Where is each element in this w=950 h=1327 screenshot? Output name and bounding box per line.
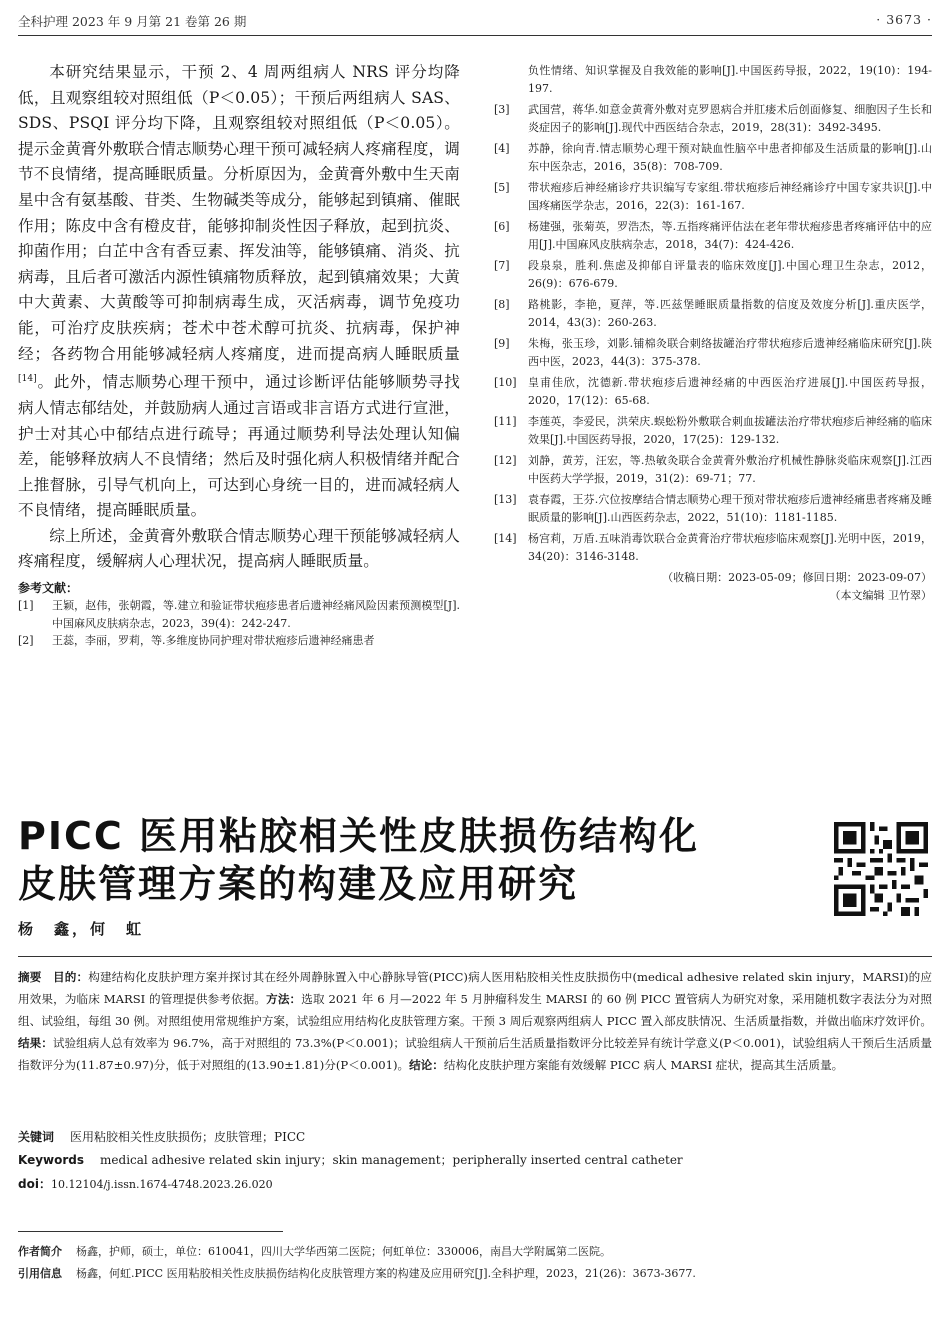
reference-number: [5] — [494, 181, 510, 194]
conclusion-label: 结论： — [409, 1058, 444, 1072]
right-column — [494, 62, 932, 605]
reference-item — [494, 530, 932, 565]
keywords-en-text: medical adhesive related skin injury；skin management；peripherally inserted central catheter — [100, 1153, 683, 1167]
reference-text: 朱梅，张玉珍，刘影.铺棉灸联合刺络拔罐治疗带状疱疹后遗神经痛临床研究[J].陕西中医，2023，44(3)：375-378. — [528, 337, 932, 368]
qr-code-icon[interactable] — [834, 822, 928, 916]
reference-item — [494, 452, 932, 487]
abstract-conclusion: 结构化皮肤护理方案能有效缓解 PICC 病人 MARSI 症状，提高其生活质量。 — [443, 1058, 844, 1072]
citation-info-text: 杨鑫，何虹.PICC 医用粘胶相关性皮肤损伤结构化皮肤管理方案的构建及应用研究[J].全科护理，2023，21(26)：3673-3677. — [76, 1267, 696, 1280]
reference-item — [494, 374, 932, 409]
reference-number: [3] — [494, 103, 510, 116]
article-authors: 杨 鑫，何 虹 — [18, 920, 145, 938]
reference-number: [11] — [494, 415, 517, 428]
abstract-method: 选取 2021 年 6 月—2022 年 5 月肿瘤科发生 MARSI 的 60 例 PICC 置管病人为研究对象，采用随机数字表法分为对照组、试验组，每组 30 例。对照组使用常规维护方案，试验组应用结构化皮肤管理方案。干预 3 周后观察两组病人 PICC 置入部皮肤情况、生活质量指数，并做出临床疗效评价。 — [18, 992, 932, 1028]
citation-marker[interactable]: [14] — [18, 374, 37, 385]
reference-text: 杨建强，张菊英，罗浩杰，等.五指疼痛评估法在老年带状疱疹患者疼痛评估中的应用[J].中国麻风皮肤病杂志，2018，34(7)：424-426. — [528, 220, 932, 251]
reference-item — [494, 296, 932, 331]
doi-link[interactable]: 10.12104/j.issn.1674-4748.2023.26.020 — [50, 1178, 273, 1191]
reference-number: [2] — [18, 634, 34, 648]
body-paragraph-1 — [18, 60, 460, 524]
reference-item — [494, 491, 932, 526]
page-number: · 3673 · — [876, 12, 932, 27]
reference-number: [12] — [494, 454, 517, 467]
author-bio-label: 作者简介 — [18, 1245, 62, 1258]
keywords-en — [18, 1150, 683, 1170]
reference-number: [14] — [494, 532, 517, 545]
doi-label: doi： — [18, 1177, 51, 1191]
reference-text: 刘静，黄芳，汪宏，等.热敏灸联合金黄膏外敷治疗机械性静脉炎临床观察[J].江西中医药大学学报，2019，31(2)：69-71；77. — [528, 454, 932, 485]
reference-number: [8] — [494, 298, 510, 311]
reference-number: [10] — [494, 376, 517, 389]
reference-text: 武国营，蒋华.如意金黄膏外敷对克罗恩病合并肛瘘术后创面修复、细胞因子生长和炎症因子的影响[J].现代中西医结合杂志，2019，28(31)：3492-3495. — [528, 103, 932, 134]
reference-number: [7] — [494, 259, 510, 272]
reference-text: 皇甫佳欣，沈德新.带状疱疹后遗神经痛的中西医治疗进展[J].中国医药导报，2020，17(12)：65-68. — [528, 376, 932, 407]
keywords-cn-text: 医用粘胶相关性皮肤损伤；皮肤管理；PICC — [70, 1130, 306, 1144]
article-title-line-2: 皮肤管理方案的构建及应用研究 — [18, 862, 579, 906]
keywords-cn — [18, 1127, 305, 1147]
abstract-result: 试验组病人总有效率为 96.7%，高于对照组的 73.3%(P＜0.001)；试验组病人干预前后生活质量指数评分比较差异有统计学意义(P＜0.001)，试验组病人干预后生活质量指数评分为(11.87±0.97)分，低于对照组的(13.90±1.81)分(P＜0.001)。 — [18, 1036, 932, 1072]
abstract-objective: 构建结构化皮肤护理方案并探讨其在经外周静脉置入中心静脉导管(PICC)病人医用粘胶相关性皮肤损伤中(medical adhesive related skin injury，MARSI)的应用效果，为临床 MARSI 的管理提供参考依据。 — [18, 970, 932, 1006]
reference-number: [13] — [494, 493, 517, 506]
reference-item — [494, 140, 932, 175]
abstract-rule — [18, 956, 932, 957]
result-label: 结果： — [18, 1036, 53, 1050]
left-column — [18, 60, 460, 650]
journal-issue: 全科护理 2023 年 9 月第 21 卷第 26 期 — [18, 14, 247, 29]
keywords-cn-label: 关键词 — [18, 1130, 55, 1144]
reference-continuation: 负性情绪、知识掌握及自我效能的影响[J].中国医药导报，2022，19(10)：194-197. — [528, 64, 932, 95]
body-paragraph-2: 综上所述，金黄膏外敷联合情志顺势心理干预能够减轻病人疼痛程度，缓解病人心理状况，提高病人睡眠质量。 — [18, 526, 460, 571]
abstract — [18, 966, 932, 1076]
reference-text: 苏静，徐向青.情志顺势心理干预对缺血性脑卒中患者抑郁及生活质量的影响[J].山东中医杂志，2016，35(8)：708-709. — [528, 142, 932, 173]
reference-text: 袁春霞，王芬.穴位按摩结合情志顺势心理干预对带状疱疹后遗神经痛患者疼痛及睡眠质量的影响[J].山西医药杂志，2022，51(10)：1181-1185. — [528, 493, 932, 524]
reference-item — [494, 335, 932, 370]
reference-item — [494, 101, 932, 136]
reference-text: 王蕊，李丽，罗莉，等.多维度协同护理对带状疱疹后遗神经痛患者 — [52, 634, 375, 648]
references-title: 参考文献： — [18, 581, 79, 596]
running-header — [18, 12, 932, 34]
reference-item — [18, 597, 460, 632]
reference-text: 段泉泉，胜利.焦虑及抑郁自评量表的临床效度[J].中国心理卫生杂志，2012，26(9)：676-679. — [528, 259, 932, 290]
keywords-en-label: Keywords — [18, 1153, 85, 1167]
reference-text: 王颖，赵伟，张朝霞，等.建立和验证带状疱疹患者后遗神经痛风险因素预测模型[J].中国麻风皮肤病杂志，2023，39(4)：242-247. — [52, 599, 460, 630]
paragraph-text: 。此外，情志顺势心理干预中，通过诊断评估能够顺势寻找病人情志郁结处，并鼓励病人通过言语或非言语方式进行宣泄，护士对其心中郁结点进行疏导；再通过顺势利导法处理认知偏差，能够释放病人不良情绪；然后及时强化病人积极情绪并配合上推督脉，引导气机向上，可达到心身统一目的，进而减轻病人不良情绪，提高睡眠质量。 — [18, 373, 460, 520]
reference-number: [6] — [494, 220, 510, 233]
doi-line — [18, 1174, 273, 1195]
reference-number: [1] — [18, 599, 34, 613]
article-title — [18, 812, 778, 908]
citation-info-label: 引用信息 — [18, 1267, 62, 1280]
reference-item — [18, 632, 460, 650]
reference-item — [494, 257, 932, 292]
reference-number: [9] — [494, 337, 510, 350]
article-title-line-1: PICC 医用粘胶相关性皮肤损伤结构化 — [18, 814, 699, 858]
citation-info — [18, 1265, 696, 1283]
abstract-label: 摘要 — [18, 970, 42, 984]
reference-item — [494, 179, 932, 214]
reference-item — [494, 218, 932, 253]
reference-text: 带状疱疹后神经痛诊疗共识编写专家组.带状疱疹后神经痛诊疗中国专家共识[J].中国疼痛医学杂志，2016，22(3)：161-167. — [528, 181, 932, 212]
reference-text: 李莲英，李爱民，洪荣庆.蜈蚣粉外敷联合刺血拔罐法治疗带状疱疹后神经痛的临床效果[J].中国医药导报，2020，17(25)：129-132. — [528, 415, 932, 446]
method-label: 方法： — [266, 992, 302, 1006]
author-bio — [18, 1243, 611, 1261]
reference-item — [494, 413, 932, 448]
objective-label: 目的： — [53, 970, 89, 984]
received-revised-dates: （收稿日期：2023-05-09；修回日期：2023-09-07） — [662, 571, 932, 584]
author-bio-text: 杨鑫，护师，硕士，单位：610041，四川大学华西第二医院；何虹单位：330006，南昌大学附属第二医院。 — [76, 1245, 611, 1258]
reference-number: [4] — [494, 142, 510, 155]
header-rule — [18, 35, 932, 36]
paragraph-text: 本研究结果显示，干预 2、4 周两组病人 NRS 评分均降低，且观察组较对照组低（P＜0.05）；干预后两组病人 SAS、SDS、PSQI 评分均下降，且观察组较对照组低（P＜0.05）。提示金黄膏外敷联合情志顺势心理干预可减轻病人疼痛程度，调节不良情绪，提高睡眠质量。分析原因为，金黄膏外敷中生天南星中含有氨基酸、苷类、生物碱类等成分，能够起到镇痛、催眠作用；陈皮中含有橙皮苷，能够抑制炎性因子释放，起到抗炎、抑菌作用；白芷中含有香豆素、挥发油等，能够镇痛、消炎、抗病毒，且后者可激活内源性镇痛物质释放，起到镇痛效果；大黄中大黄素、大黄酸等可抑制病毒生成，灭活病毒，调节免疫功能，可治疗皮肤疾病；苍术中苍术醇可抗炎、抗病毒，保护神经；各药物合用能够减轻病人疼痛度，进而提高病人睡眠质量 — [18, 63, 460, 363]
reference-text: 路桃影，李艳，夏萍，等.匹兹堡睡眠质量指数的信度及效度分析[J].重庆医学，2014，43(3)：260-263. — [528, 298, 932, 329]
editor-credit: （本文编辑 卫竹翠） — [829, 589, 932, 602]
footnote-rule — [18, 1231, 283, 1232]
reference-text: 杨宫莉，万盾.五味消毒饮联合金黄膏治疗带状疱疹临床观察[J].光明中医，2019，34(20)：3146-3148. — [528, 532, 932, 563]
